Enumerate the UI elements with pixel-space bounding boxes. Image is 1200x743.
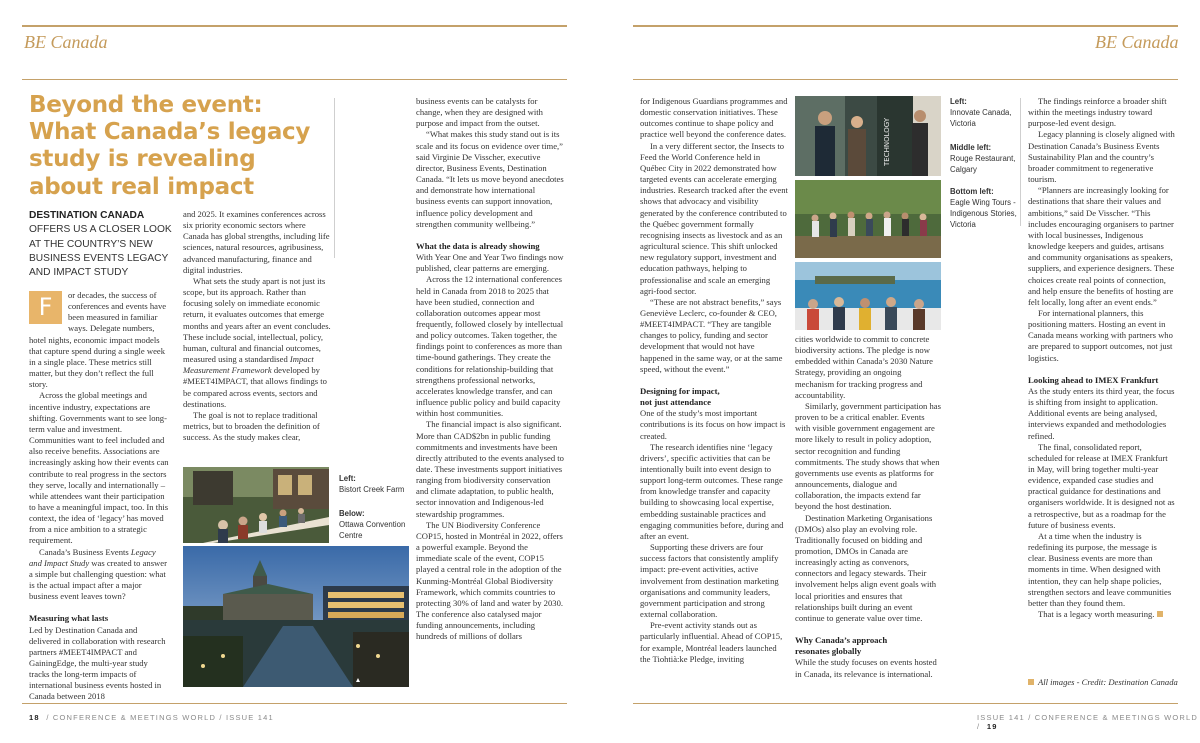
col4-paragraph-6: Supporting these drivers are four success factors that consistently amplify impact: pre-event activities, active involvement from destination marketing organisations and community leaders, government participation and strong external collaboration. <box>640 542 779 620</box>
caption-page2-middle: Middle left: Rouge Restaurant, Calgary <box>950 143 1016 174</box>
col4-subheading: Designing for impact, not just attendance <box>640 385 720 408</box>
col3-paragraph-2: “What makes this study stand out is its scale and its focus on evidence over time,” said Virginie De Visscher, executive director, Business Events, Destination Canada. “It lets us move beyond anecdotes and demonstrate how international business events can support innovation, influence policy development and strengthen community wellbeing.” <box>416 129 564 229</box>
column-divider-2 <box>1020 98 1021 226</box>
col6-subheading: Looking ahead to IMEX Frankfurt <box>1028 374 1159 385</box>
caption-page2-left: Left: Innovate Canada, Victoria <box>950 97 1012 128</box>
col6-paragraph-7: At a time when the industry is redefining its purpose, the message is clear. Business events are more than moments in time. When designed with intention, they can help shape policies, strengthen sectors and leave communities better than they found them. <box>1028 530 1172 608</box>
col2-paragraph-3: The goal is not to replace traditional metrics, but to broaden the definition of success. As the study makes clear, <box>183 409 320 443</box>
col3-paragraph-3: With Year One and Year Two findings now published, clear patterns are emerging. <box>416 252 564 274</box>
col2-paragraph-2: What sets the study apart is not just its scope, but its approach. Rather than focusing solely on immediate economic return, it evaluates outcomes that emerge months and years after an event concludes. These include social, intellectual, policy, human, cultural and financial outcomes, measured using a standardised Impact Measurement Framework developed by #MEET4IMPACT, that allows findings to be compared across events, sectors and destinations. <box>183 275 331 409</box>
magazine-label-right: BE Canada <box>1095 32 1179 52</box>
photo-eagle-wing-tours <box>795 262 941 330</box>
col5-paragraph-3: Destination Marketing Organisations (DMOs) also play an evolving role. Traditionally focused on bidding and promotion, DMOs in Canada are increasingly acting as convenors, connectors and legacy stewards. Their involvement helps align event goals with local priorities and ensures that relationships built during an event continue to generate value over time. <box>795 512 937 623</box>
col4-paragraph-1: for Indigenous Guardians programmes and domestic conservation initiatives. These outcomes continue to shape policy and practice well beyond the conference dates. <box>640 96 788 140</box>
photo-farm-dinner <box>183 467 329 543</box>
kicker-organisation: DESTINATION CANADA <box>29 210 145 221</box>
body-column-1 <box>29 290 170 703</box>
footer-right: ISSUE 141 / CONFERENCE & MEETINGS WORLD / 19 <box>977 713 1198 731</box>
col5-paragraph-4: While the study focuses on events hosted in Canada, its relevance is international. <box>795 657 937 679</box>
article-kicker <box>29 209 179 280</box>
col4-paragraph-4: One of the study’s most important contributions is its focus on how impact is created. <box>640 408 786 441</box>
top-rule-left <box>22 25 567 27</box>
col6-paragraph-3: “Planners are increasingly looking for destinations that share their values and ambitions,” said De Visscher. “This includes encouraging organisers to partner with local businesses, Indigenous knowledge keepers and guides, artisans and community organisations as speakers, suppliers, and experience designers. These choices create real points of connection, and help ensure the benefits of hosting are felt locally, long after an event ends.” <box>1028 185 1175 307</box>
article-headline: Beyond the event: What Canada’s legacy study is revealing about real impact <box>29 92 311 200</box>
col3-paragraph-6: The UN Biodiversity Conference COP15, hosted in Montréal in 2022, offers a powerful example. Beyond the immediate scale of the event, COP15 played a central role in the adoption of the Kunming-Montréal Global Biodiversity Framework, which commits countries to protecting 30% of land and water by 2030. The conference also catalysed major funding announcements, including hundreds of millions of dollars <box>416 519 564 642</box>
body-column-2 <box>183 209 331 443</box>
footer-left: 18 / CONFERENCE & MEETINGS WORLD / ISSUE 141 <box>29 713 274 722</box>
col4-paragraph-5: The research identifies nine ‘legacy drivers’, specific activities that can be intentionally built into event design to support long-term outcomes. These range from knowledge transfer and capacity building to showcasing local expertise, embedding sustainable practices and engaging communities before, during and after an event. <box>640 441 784 541</box>
col4-paragraph-7: Pre-event activity stands out as particularly influential. Ahead of COP15, for example, Montréal leaders launched the Tiohtià:ke Pledge, inviting <box>640 620 783 664</box>
col3-subheading: What the data is already showing <box>416 240 540 251</box>
svg-text:TECHNOLOGY: TECHNOLOGY <box>883 117 891 166</box>
col6-paragraph-8: That is a legacy worth measuring. <box>1028 609 1176 620</box>
col5-paragraph-2: Similarly, government participation has proven to be a critical enabler. Events with visible government engagement are more likely to result in policy adoption, sector recognition and funding commitments. The study shows that when governments use events as platforms for announcements, dialogue and collaboration, the impacts extend far beyond the host destination. <box>795 400 941 512</box>
header-rule-right <box>633 79 1178 80</box>
photo-ottawa-convention-centre <box>183 546 409 687</box>
col6-paragraph-5: As the study enters its third year, the focus is shifting from insight to application. Additional events are being analysed, interviews expanded and methodologies refined. <box>1028 385 1175 441</box>
photo-innovate-canada <box>795 96 941 176</box>
body-column-6 <box>1028 96 1176 620</box>
col6-paragraph-1: The findings reinforce a broader shift within the meetings industry toward purpose-led event design. <box>1028 96 1167 129</box>
col5-paragraph-1: cities worldwide to commit to concrete biodiversity actions. The pledge is now embedded within Canada’s 2030 Nature Strategy, providing an ongoing mechanism for tracking progress and accountability. <box>795 334 933 400</box>
col1-paragraph-1: or decades, the success of conferences and events have been measured in familiar ways. Delegate numbers, hotel nights, economic impact models that capture spend during a single week in a single place. These metrics still matter, but they don’t reflect the full story. <box>29 290 167 390</box>
caption-page1-left: Left: Bistort Creek Farm <box>339 474 405 494</box>
col6-paragraph-2: Legacy planning is closely aligned with Destination Canada’s Business Events Sustainability Plan and the country’s broader commitment to regenerative tourism. <box>1028 129 1175 185</box>
body-column-5 <box>795 334 941 680</box>
footer-rule-left <box>22 703 567 704</box>
header-rule-left <box>22 79 567 80</box>
column-divider-1 <box>334 98 335 258</box>
top-rule-right <box>633 25 1178 27</box>
caption-page1-below: Below: Ottawa Convention Centre <box>339 509 406 540</box>
body-column-3 <box>416 96 564 643</box>
col3-paragraph-5: The financial impact is also significant. More than CAD$2bn in public funding commitments and investments have been directly attributed to the events analysed to date. These investments support initiatives ranging from biodiversity conservation and climate adaptation, to public health, sector innovation and Indigenous-led stewardship programmes. <box>416 419 564 519</box>
col1-subheading: Measuring what lasts <box>29 613 109 624</box>
kicker-text: OFFERS US A CLOSER LOOK AT THE COUNTRY’S NEW BUSINESS EVENTS LEGACY AND IMPACT STUDY <box>29 224 172 279</box>
col2-paragraph-1: and 2025. It examines conferences across six priority economic sectors where Canada has global strengths, including life sciences, natural resources, agribusiness, advanced manufacturing, finance and digital industries. <box>183 209 330 275</box>
col3-paragraph-1: business events can be catalysts for change, when they are designed with purpose and impact from the outset. <box>416 96 543 129</box>
image-credit: All images - Credit: Destination Canada <box>1028 677 1178 687</box>
end-mark <box>1157 611 1163 617</box>
drop-cap: F <box>29 291 62 324</box>
col1-paragraph-3: Canada’s Business Events Legacy and Impact Study was created to answer a simple but challenging question: what is the actual impact after a major business event leaves town? <box>29 546 167 602</box>
page-number-right: 19 <box>986 722 998 731</box>
magazine-label-left: BE Canada <box>24 32 108 52</box>
col4-paragraph-3: “These are not abstract benefits,” says Geneviève Leclerc, co-founder & CEO, #MEET4IMPACT. “They are tangible changes to policy, funding and sector development that would not have happened in the same way, or at the same speed, without the event.” <box>640 296 783 374</box>
col5-subheading: Why Canada’s approach resonates globally <box>795 635 888 657</box>
col1-paragraph-4: Led by Destination Canada and delivered in collaboration with research partners #MEET4IMPACT and GainingEdge, the multi-year study tracks the long-term impacts of international business events hosted in Canada between 2018 <box>29 624 166 702</box>
photo-rouge-restaurant <box>795 180 941 258</box>
page-number-left: 18 <box>29 713 40 722</box>
col1-paragraph-2: Across the global meetings and incentive industry, expectations are shifting. Governments want to see long-term value and investment. Communities want to feel included and also receive benefits. Associations are increasingly asking how their events can contribute to real progress in the sectors they serve, locally and internationally – while attendees want their participation to have a meaningful impact, too. In this context, the idea of ‘legacy’ has moved from a nice ambition to a strategic requirement. <box>29 390 169 546</box>
col4-paragraph-2: In a very different sector, the Insects to Feed the World Conference held in Québec City in 2022 demonstrated how targeted events can accelerate emerging industries. Research tracked after the event shows that advocacy and visibility generated by the conference contributed to the Québec government formally recognising insects as livestock and as an agricultural science. This shift unlocked new regulatory support, investment and education pathways, helping to professionalise and scale an emerging agri-food sector. <box>640 140 788 296</box>
col3-paragraph-4: Across the 12 international conferences held in Canada from 2018 to 2025 that have been studied, connection and collaboration outcomes appear most frequently, followed closely by intellectual and policy outcomes. Taken together, the findings point to conferences as more than time-bound gatherings. They create the conditions for relationship-building that strengthens professional networks, accelerates knowledge transfer, and can influence public policy and build capacity within host communities. <box>416 274 564 419</box>
col6-paragraph-6: The final, consolidated report, scheduled for release at IMEX Frankfurt in May, will bring together multi-year evidence, expanded case studies and practical guidance for destinations and organisers worldwide. It is designed not as a retrospective, but as a roadmap for the future of business events. <box>1028 441 1175 530</box>
col6-paragraph-4: For international planners, this positioning matters. Hosting an event in Canada means working with partners who are prepared to support outcomes, not just logistics. <box>1028 307 1173 363</box>
footer-rule-right <box>633 703 1178 704</box>
body-column-4 <box>640 96 788 665</box>
caption-page2-bottom: Bottom left: Eagle Wing Tours - Indigenous Stories, Victoria <box>950 187 1017 229</box>
